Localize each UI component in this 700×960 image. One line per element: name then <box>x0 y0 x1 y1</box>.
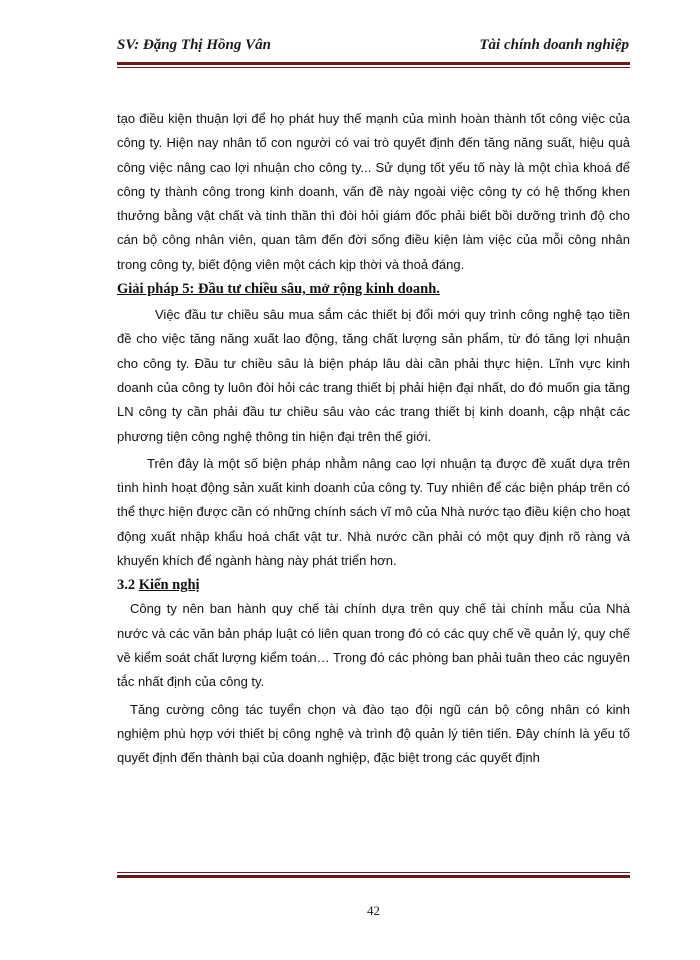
header-subject: Tài chính doanh nghiệp <box>479 37 629 53</box>
solution-5-heading: Giải pháp 5: Đầu tư chiều sâu, mở rộng kinh doanh. <box>117 281 440 298</box>
header-rule-thin <box>117 67 630 68</box>
paragraph-3: Trên đây là một số biện pháp nhằm nâng cao lợi nhuận tạ được đề xuất dựa trên tình hình hoạt động sản xuất kinh doanh của công ty. Tuy nhiên để các biện pháp trên có thể thực hiện được cần có những chính sách vĩ mô của Nhà nước tạo điều kiện cho hoạt động xuất nhập khẩu hoá chất vật tư. Nhà nước cần phải có một quy định rõ ràng và khuyến khích để ngành hàng này phát triển hơn. <box>117 455 630 569</box>
page-header <box>117 37 629 57</box>
header-rule-thick <box>117 62 630 65</box>
section-heading-3-2 <box>117 573 630 597</box>
footer-rule-thin <box>117 872 630 873</box>
footer-rule-thick <box>117 875 630 878</box>
header-author: SV: Đặng Thị Hồng Vân <box>117 37 271 53</box>
page-number: 42 <box>367 903 380 918</box>
section-title: Kiến nghị <box>138 577 200 594</box>
paragraph-5: Tăng cường công tác tuyển chọn và đào tạo đội ngũ cán bộ công nhân có kinh nghiệm phù hợp với thiết bị công nghệ và trình độ quản lý tiên tiến. Đây chính là yếu tố quyết định đến thành bại của doanh nghiệp, đặc biệt trong các quyết định <box>117 701 630 766</box>
section-number: 3.2 <box>117 577 136 594</box>
paragraph-4: Công ty nên ban hành quy chế tài chính dựa trên quy chế tài chính mẫu của Nhà nước và các văn bản pháp luật có liên quan trong đó có các quy chế về quản lý, quy chế về kiểm soát chất lượng kiểm toán… Trong đó các phòng ban phải tuân theo các nguyên tắc nhất định của công ty. <box>117 601 630 690</box>
page-body <box>117 107 630 770</box>
paragraph-1: tạo điều kiện thuận lợi để họ phát huy thế mạnh của mình hoàn thành tốt công việc của công ty. Hiện nay nhân tố con người có vai trò quyết định đến tăng năng suất, hiệu quả công việc nâng cao lợi nhuận cho công ty... Sử dụng tốt yếu tố này là một chìa khoá để công ty thành công trong kinh doanh, vấn đề này ngoài việc công ty có hệ thống khen thưởng bằng vật chất và tinh thần thì đòi hỏi giám đốc phải biết bồi dưỡng trình độ cho cán bộ công nhân viên, quan tâm đến đời sống điều kiện làm việc của mỗi công nhân trong công ty, biết động viên một cách kịp thời và thoả đáng. <box>117 111 630 272</box>
paragraph-2: Việc đầu tư chiều sâu mua sắm các thiết bị đổi mới quy trình công nghệ tạo tiền đề cho việc tăng năng xuất lao động, tăng chất lượng sản phẩm, từ đó tăng lợi nhuận cho công ty. Đầu tư chiều sâu là biện pháp lâu dài cần phải thực hiện. Lĩnh vực kinh doanh của công ty luôn đòi hỏi các trang thiết bị phải hiện đại nhất, do đó muốn gia tăng LN công ty cần phải đầu tư chiều sâu vào các trang thiết bị kinh doanh, cập nhật các phương tiện công nghệ thông tin hiện đại trên thế giới. <box>117 307 630 444</box>
